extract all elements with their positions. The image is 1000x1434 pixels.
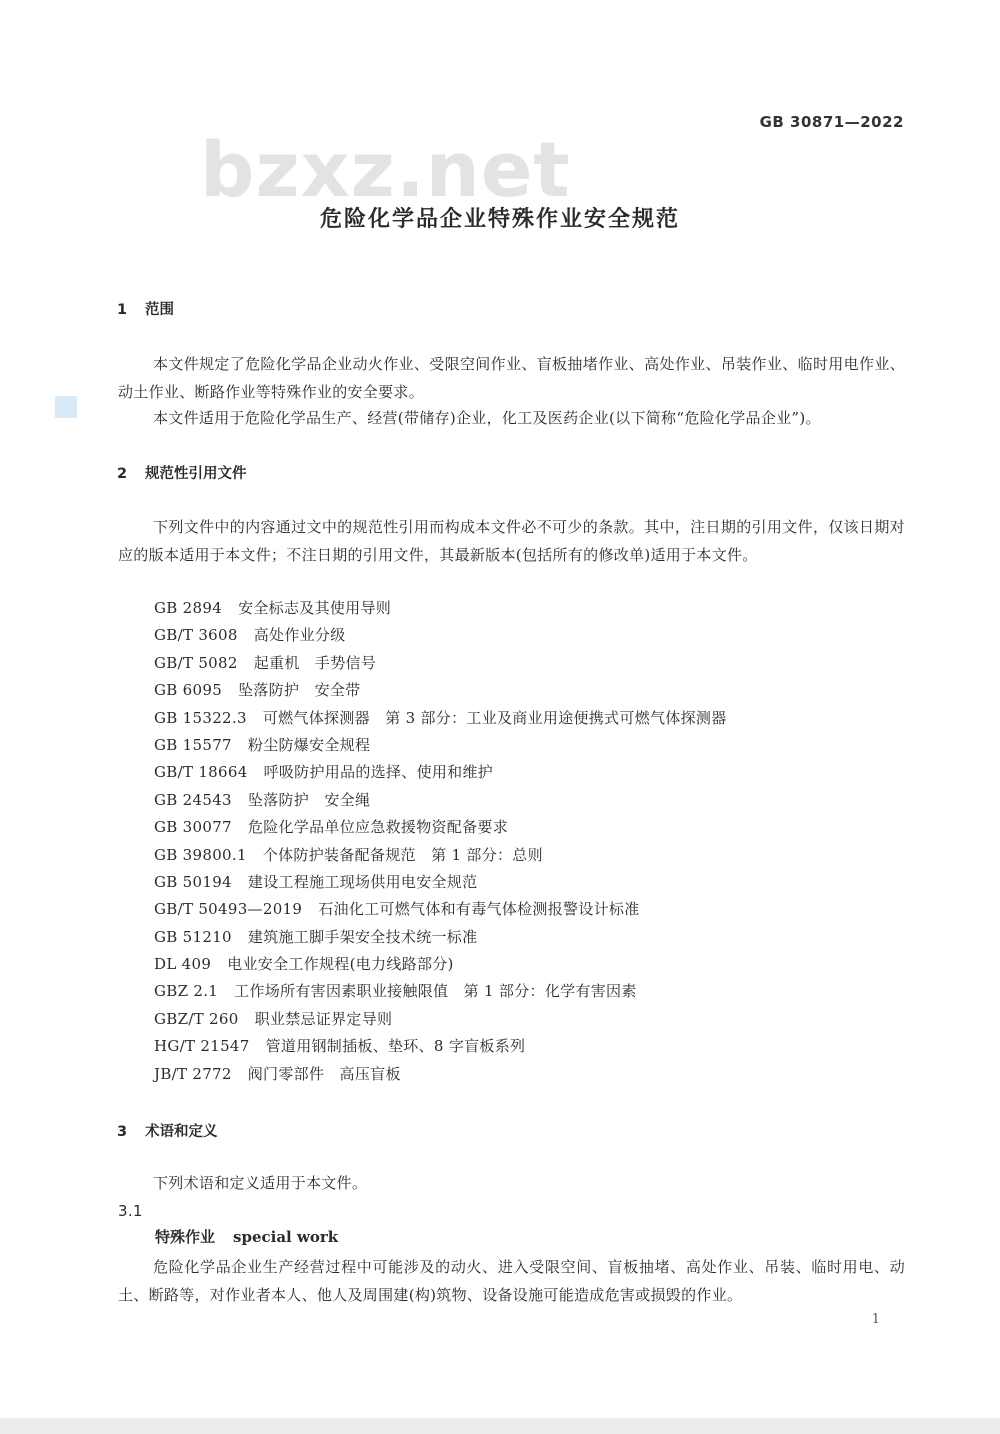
reference-item <box>154 732 727 759</box>
reference-title: 建设工程施工现场供用电安全规范 <box>247 872 478 891</box>
reference-title: 起重机 手势信号 <box>253 653 377 672</box>
page-number: 1 <box>871 1312 880 1327</box>
reference-list <box>154 595 727 1088</box>
reference-title: 石油化工可燃气体和有毒气体检测报警设计标准 <box>318 900 640 919</box>
section-title: 术语和定义 <box>145 1124 218 1140</box>
reference-title: 高处作业分级 <box>253 626 346 645</box>
normative-references-intro: 下列文件中的内容通过文中的规范性引用而构成本文件必不可少的条款。其中，注日期的引用文件，仅该日期对应的版本适用于本文件；不注日期的引用文件，其最新版本(包括所有的修改单)适用于本文件。 <box>118 518 905 564</box>
side-marker-icon <box>55 396 77 418</box>
bottom-scroll-area <box>0 1418 1000 1434</box>
reference-code: GB/T 50493—2019 <box>154 900 303 919</box>
reference-title: 安全标志及其使用导则 <box>238 599 392 617</box>
reference-code: GB 24543 <box>154 790 232 809</box>
document-title: 危险化学品企业特殊作业安全规范 <box>319 207 680 232</box>
scope-paragraph-2: 本文件适用于危险化学品生产、经营(带储存)企业，化工及医药企业(以下简称“危险化学品企业”)。 <box>153 409 821 427</box>
reference-item <box>154 1061 727 1088</box>
reference-item <box>154 924 727 951</box>
reference-code: GB 51210 <box>154 927 232 946</box>
reference-title: 危险化学品单位应急救援物资配备要求 <box>247 818 508 837</box>
reference-item <box>154 842 727 869</box>
reference-item <box>154 951 727 978</box>
reference-code: GBZ/T 260 <box>154 1009 239 1028</box>
reference-code: HG/T 21547 <box>154 1037 250 1056</box>
reference-code: JB/T 2772 <box>154 1064 232 1083</box>
reference-item <box>154 1006 727 1033</box>
section-number: 1 <box>117 302 128 318</box>
terms-intro: 下列术语和定义适用于本文件。 <box>153 1174 368 1192</box>
section-number: 3 <box>117 1124 128 1140</box>
term-entry <box>155 1226 338 1247</box>
reference-title: 电业安全工作规程(电力线路部分) <box>227 955 454 974</box>
term-definition: 危险化学品企业生产经营过程中可能涉及的动火、进入受限空间、盲板抽堵、高处作业、吊装、临时用电、动土、断路等，对作业者本人、他人及周围建(构)筑物、设备设施可能造成危害或损毁的作业。 <box>118 1258 905 1304</box>
reference-item <box>154 896 727 923</box>
reference-title: 管道用钢制插板、垫环、8 字盲板系列 <box>265 1037 526 1056</box>
clause-number: 3.1 <box>118 1202 143 1220</box>
reference-code: GB/T 18664 <box>154 763 248 782</box>
reference-title: 坠落防护 安全绳 <box>247 790 371 809</box>
reference-code: GB 30077 <box>154 818 232 837</box>
reference-title: 个体防护装备配备规范 第 1 部分：总则 <box>262 845 543 864</box>
standard-code: GB 30871—2022 <box>759 113 904 131</box>
section-2-heading <box>117 462 247 483</box>
reference-title: 坠落防护 安全带 <box>238 681 361 700</box>
section-number: 2 <box>117 466 128 482</box>
reference-item <box>154 978 727 1005</box>
reference-title: 可燃气体探测器 第 3 部分：工业及商业用途便携式可燃气体探测器 <box>262 708 727 727</box>
reference-item <box>154 814 727 841</box>
reference-item <box>154 677 727 704</box>
reference-title: 建筑施工脚手架安全技术统一标准 <box>247 927 478 946</box>
reference-title: 阀门零部件 高压盲板 <box>247 1064 401 1083</box>
reference-code: GB 39800.1 <box>154 845 247 864</box>
section-3-heading <box>117 1120 218 1141</box>
reference-code: GB 15322.3 <box>154 708 247 727</box>
term-chinese: 特殊作业 <box>155 1228 216 1246</box>
reference-code: GB 50194 <box>154 872 232 891</box>
reference-code: GBZ 2.1 <box>154 982 219 1001</box>
reference-item <box>154 595 727 622</box>
reference-code: GB 2894 <box>154 599 223 617</box>
term-english: special work <box>233 1228 339 1246</box>
reference-title: 粉尘防爆安全规程 <box>247 735 371 754</box>
reference-code: GB 15577 <box>154 735 232 754</box>
reference-item <box>154 705 727 732</box>
section-1-heading <box>117 298 174 319</box>
section-title: 范围 <box>145 302 174 318</box>
reference-code: DL 409 <box>154 955 212 974</box>
reference-item <box>154 759 727 786</box>
reference-code: GB 6095 <box>154 681 223 700</box>
reference-item <box>154 787 727 814</box>
reference-code: GB/T 5082 <box>154 653 238 672</box>
reference-title: 呼吸防护用品的选择、使用和维护 <box>263 763 494 782</box>
watermark-text: bzxz.net <box>200 125 571 214</box>
section-title: 规范性引用文件 <box>145 466 247 482</box>
reference-item <box>154 622 727 649</box>
reference-item <box>154 869 727 896</box>
scope-paragraph-1: 本文件规定了危险化学品企业动火作业、受限空间作业、盲板抽堵作业、高处作业、吊装作业、临时用电作业、动土作业、断路作业等特殊作业的安全要求。 <box>118 355 905 401</box>
reference-title: 工作场所有害因素职业接触限值 第 1 部分：化学有害因素 <box>234 982 637 1001</box>
reference-title: 职业禁忌证界定导则 <box>254 1009 393 1028</box>
reference-item <box>154 1033 727 1060</box>
reference-item <box>154 650 727 677</box>
reference-code: GB/T 3608 <box>154 626 238 645</box>
